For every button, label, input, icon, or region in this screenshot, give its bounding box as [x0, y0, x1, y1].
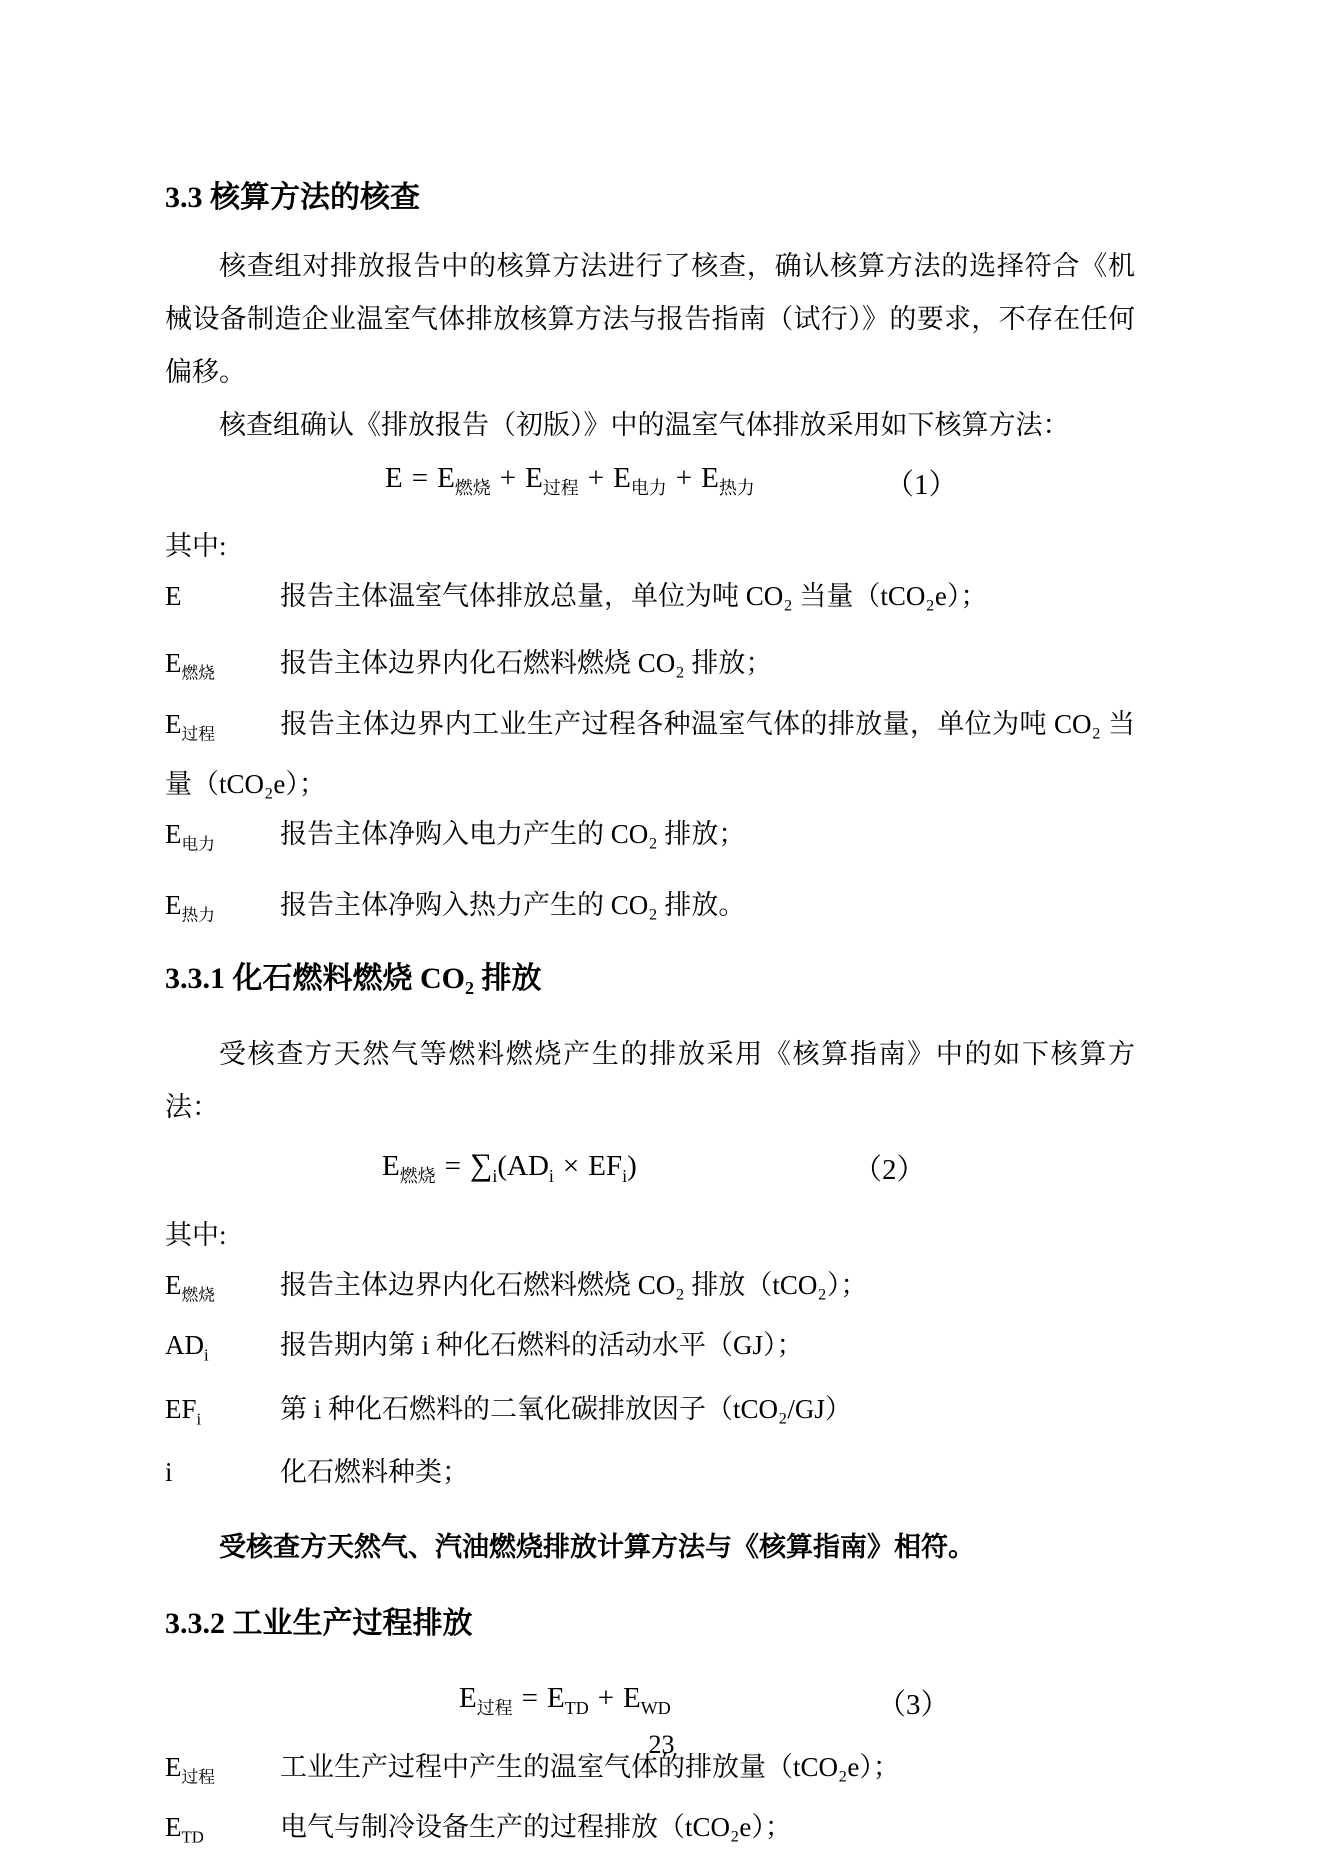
plus-operator: + [597, 1681, 615, 1714]
definition-row [165, 571, 1135, 631]
formula-1 [165, 454, 1135, 514]
equation-number: （3） [877, 1688, 950, 1721]
equation-number: （1） [885, 469, 958, 501]
conformity-note: 受核查方天然气、汽油燃烧排放计算方法与《核算指南》相符。 [219, 1531, 975, 1562]
formula-subscript: 热力 [718, 477, 755, 498]
formula-subscript: i [622, 1165, 628, 1186]
formula-2 [165, 1139, 1135, 1199]
term-subscript: 过程 [181, 724, 215, 744]
formula-term: AD [507, 1149, 549, 1182]
term-subscript: 电力 [181, 834, 215, 854]
left-paren: ( [497, 1149, 508, 1182]
definition-term [165, 809, 280, 869]
page-number: 23 [648, 1730, 675, 1759]
term-base: E [165, 1811, 182, 1842]
times-operator: × [562, 1149, 580, 1182]
term-subscript: 燃烧 [181, 663, 215, 683]
formula-subscript: i [548, 1165, 554, 1186]
formula-subscript: 电力 [630, 477, 667, 498]
definition-row [165, 880, 1135, 940]
formula-3 [165, 1674, 1135, 1734]
equals-operator: = [444, 1149, 462, 1182]
definition-desc: 报告主体温室气体排放总量，单位为吨 CO₂ 当量（tCO₂e）； [280, 581, 988, 611]
equals-operator: = [521, 1681, 539, 1714]
definition-desc: 报告主体净购入电力产生的 CO₂ 排放； [280, 819, 746, 850]
formula-term: E [525, 462, 543, 494]
page-content [165, 0, 1135, 1862]
section-heading-3-3: 3.3 核算方法的核查 [165, 181, 420, 214]
definition-desc: 报告主体边界内工业生产过程各种温室气体的排放量，单位为吨 CO₂ 当量（tCO₂e）； [165, 708, 1135, 800]
term-base: i [165, 1457, 173, 1488]
term-subscript: i [204, 1345, 209, 1365]
equation-number: （2） [853, 1153, 926, 1186]
plus-operator: + [675, 462, 693, 494]
term-base: E [165, 1269, 182, 1300]
definition-term [165, 638, 280, 698]
formula-term: E [701, 462, 719, 494]
formula-term: E [382, 1149, 400, 1182]
definition-desc: 电气与制冷设备生产的过程排放（tCO₂e）； [280, 1811, 792, 1842]
plus-operator: + [499, 462, 517, 494]
formula-term: E [385, 462, 403, 494]
equation-3 [459, 1682, 671, 1720]
definition-row [165, 1260, 1135, 1320]
formula-term: EF [588, 1149, 623, 1182]
equation-2 [382, 1147, 637, 1188]
section-heading-3-3-1: 3.3.1 化石燃料燃烧 CO₂ 排放 [165, 961, 542, 995]
formula-subscript: TD [564, 1697, 589, 1718]
term-base: E [165, 819, 182, 850]
formula-subscript: 过程 [476, 1697, 513, 1718]
definition-row [165, 1447, 1135, 1507]
term-base: E [165, 889, 182, 920]
sigma-symbol: ∑ [470, 1146, 493, 1182]
term-subscript: 热力 [181, 904, 215, 924]
term-subscript: 燃烧 [181, 1285, 215, 1305]
formula-term: E [459, 1681, 477, 1714]
formula-term: E [437, 462, 455, 494]
definition-desc: 第 i 种化石燃料的二氧化碳排放因子（tCO₂/GJ） [280, 1393, 852, 1424]
term-base: E [165, 708, 182, 739]
definition-term [165, 880, 280, 940]
paragraph-fuel-method: 受核查方天然气等燃料燃烧产生的排放采用《核算指南》中的如下核算方法： [165, 1038, 1135, 1122]
definition-row [165, 699, 1135, 809]
definition-desc: 工业生产过程中产生的温室气体的排放量（tCO₂e）； [280, 1751, 900, 1782]
term-base: E [165, 581, 182, 611]
formula-subscript: 燃烧 [399, 1165, 436, 1186]
formula-subscript: 过程 [542, 477, 579, 498]
right-paren: ) [627, 1149, 637, 1182]
definition-term [165, 1320, 280, 1380]
definition-row [165, 1320, 1135, 1380]
definition-row [165, 809, 1135, 869]
definition-term [165, 1802, 280, 1862]
section-heading-3-3-2: 3.3.2 工业生产过程排放 [165, 1606, 473, 1640]
definition-desc: 报告主体净购入热力产生的 CO₂ 排放。 [280, 889, 746, 920]
definition-desc: 化石燃料种类； [280, 1457, 469, 1488]
where-label: 其中: [165, 1219, 227, 1250]
definition-term [165, 571, 280, 631]
definition-desc: 报告主体边界内化石燃料燃烧 CO₂ 排放（tCO₂）； [280, 1269, 868, 1300]
where-label: 其中: [165, 531, 227, 561]
paragraph-verification: 核查组对排放报告中的核算方法进行了核查，确认核算方法的选择符合《机械设备制造企业温室气体排放核算方法与报告指南（试行）》的要求，不存在任何偏移。 [165, 251, 1135, 387]
definition-term [165, 1384, 280, 1444]
term-subscript: i [196, 1409, 202, 1429]
formula-term: E [623, 1681, 641, 1714]
plus-operator: + [587, 462, 605, 494]
paragraph-confirmation: 核查组确认《排放报告（初版）》中的温室气体排放采用如下核算方法： [219, 410, 1070, 440]
definition-row [165, 1802, 1135, 1862]
definition-desc: 报告期内第 i 种化石燃料的活动水平（GJ）； [280, 1330, 804, 1361]
term-base: EF [165, 1393, 197, 1424]
formula-subscript: WD [640, 1697, 671, 1718]
formula-term: E [613, 462, 631, 494]
definition-term [165, 699, 280, 759]
definition-desc: 报告主体边界内化石燃料燃烧 CO₂ 排放； [280, 648, 773, 679]
formula-subscript: i [492, 1165, 498, 1186]
term-base: E [165, 648, 182, 679]
term-subscript: 过程 [181, 1766, 215, 1786]
term-subscript: TD [181, 1827, 204, 1847]
formula-subscript: 燃烧 [454, 477, 491, 498]
definition-term [165, 1447, 280, 1507]
equation-1 [385, 462, 755, 500]
definition-row [165, 1384, 1135, 1444]
definition-row [165, 638, 1135, 698]
definition-term [165, 1260, 280, 1320]
term-base: AD [165, 1330, 204, 1361]
term-base: E [165, 1751, 182, 1782]
equals-operator: = [411, 462, 429, 494]
formula-term: E [547, 1681, 565, 1714]
